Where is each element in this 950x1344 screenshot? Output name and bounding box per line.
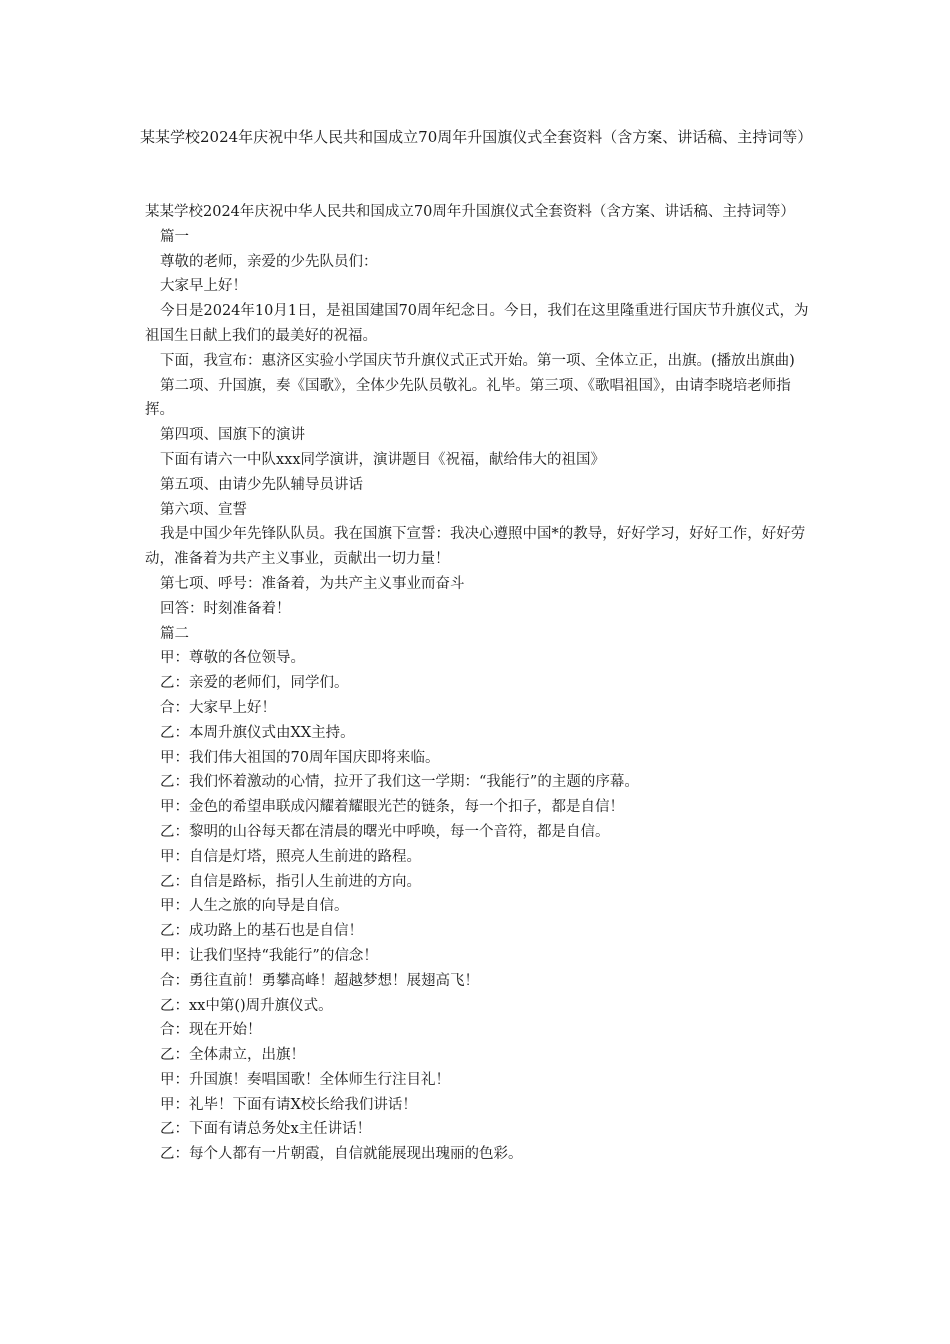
- paragraph: 第四项、国旗下的演讲: [160, 427, 305, 444]
- paragraph: 甲：让我们坚持“我能行”的信念！: [160, 947, 378, 964]
- paragraph: 乙：xx中第()周升旗仪式。: [160, 997, 333, 1014]
- paragraph: 乙：下面有请总务处x主任讲话！: [160, 1121, 372, 1138]
- paragraph: 甲：尊敬的各位领导。: [160, 650, 305, 667]
- document-body: [145, 200, 813, 1167]
- paragraph: 甲：升国旗！奏唱国歌！全体师生行注目礼！: [160, 1071, 450, 1088]
- paragraph: 甲：我们伟大祖国的70周年国庆即将来临。: [160, 749, 440, 766]
- paragraph: 回答：时刻准备着！: [160, 600, 291, 617]
- paragraph: 篇一: [160, 228, 189, 245]
- paragraph: 合：勇往直前！勇攀高峰！超越梦想！展翅高飞！: [160, 972, 479, 989]
- paragraph: 乙：自信是路标，指引人生前进的方向。: [160, 873, 421, 890]
- paragraph: 某某学校2024年庆祝中华人民共和国成立70周年升国旗仪式全套资料（含方案、讲话稿、主持词等）: [145, 204, 795, 220]
- paragraph: 乙：黎明的山谷每天都在清晨的曙光中呼唤，每一个音符，都是自信。: [160, 823, 610, 840]
- paragraph: 下面有请六一中队xxx同学演讲，演讲题目《祝福，献给伟大的祖国》: [160, 451, 606, 468]
- paragraph: 下面，我宣布：惠济区实验小学国庆节升旗仪式正式开始。第一项、全体立正，出旗。(播放出旗曲): [160, 352, 795, 369]
- paragraph: 合：现在开始！: [160, 1022, 262, 1039]
- paragraph: 甲：金色的希望串联成闪耀着耀眼光芒的链条，每一个扣子，都是自信！: [160, 799, 624, 816]
- paragraph: 乙：成功路上的基石也是自信！: [160, 923, 363, 940]
- paragraph: 第七项、呼号：准备着，为共产主义事业而奋斗: [160, 575, 465, 592]
- paragraph: 今日是2024年10月1日，是祖国建国70周年纪念日。今日，我们在这里隆重进行国庆节升旗仪式，为祖国生日献上我们的最美好的祝福。: [145, 303, 809, 344]
- paragraph: 甲：自信是灯塔，照亮人生前进的路程。: [160, 848, 421, 865]
- paragraph: 乙：亲爱的老师们，同学们。: [160, 675, 349, 692]
- paragraph: 乙：我们怀着激动的心情，拉开了我们这一学期：“我能行”的主题的序幕。: [160, 774, 639, 791]
- document-title: 某某学校2024年庆祝中华人民共和国成立70周年升国旗仪式全套资料（含方案、讲话稿、主持词等）: [140, 128, 813, 146]
- paragraph: 甲：礼毕！下面有请X校长给我们讲话！: [160, 1096, 417, 1113]
- paragraph: 篇二: [160, 625, 189, 642]
- paragraph: 第六项、宣誓: [160, 501, 247, 518]
- paragraph: 尊敬的老师，亲爱的少先队员们：: [160, 253, 378, 270]
- paragraph: 合：大家早上好！: [160, 699, 276, 716]
- paragraph: 乙：每个人都有一片朝霞，自信就能展现出瑰丽的色彩。: [160, 1146, 523, 1163]
- paragraph: 第二项、升国旗，奏《国歌》，全体少先队员敬礼。礼毕。第三项、《歌唱祖国》，由请李晓培老师指挥。: [145, 377, 791, 419]
- paragraph: 我是中国少年先锋队队员。我在国旗下宣誓：我决心遵照中国*的教导，好好学习，好好工作，好好劳动，准备着为共产主义事业，贡献出一切力量！: [145, 526, 806, 568]
- paragraph: 甲：人生之旅的向导是自信。: [160, 898, 349, 915]
- paragraph: 乙：全体肃立，出旗！: [160, 1047, 305, 1064]
- paragraph: 第五项、由请少先队辅导员讲话: [160, 476, 363, 493]
- paragraph: 大家早上好！: [160, 278, 247, 295]
- paragraph: 乙：本周升旗仪式由XX主持。: [160, 724, 355, 741]
